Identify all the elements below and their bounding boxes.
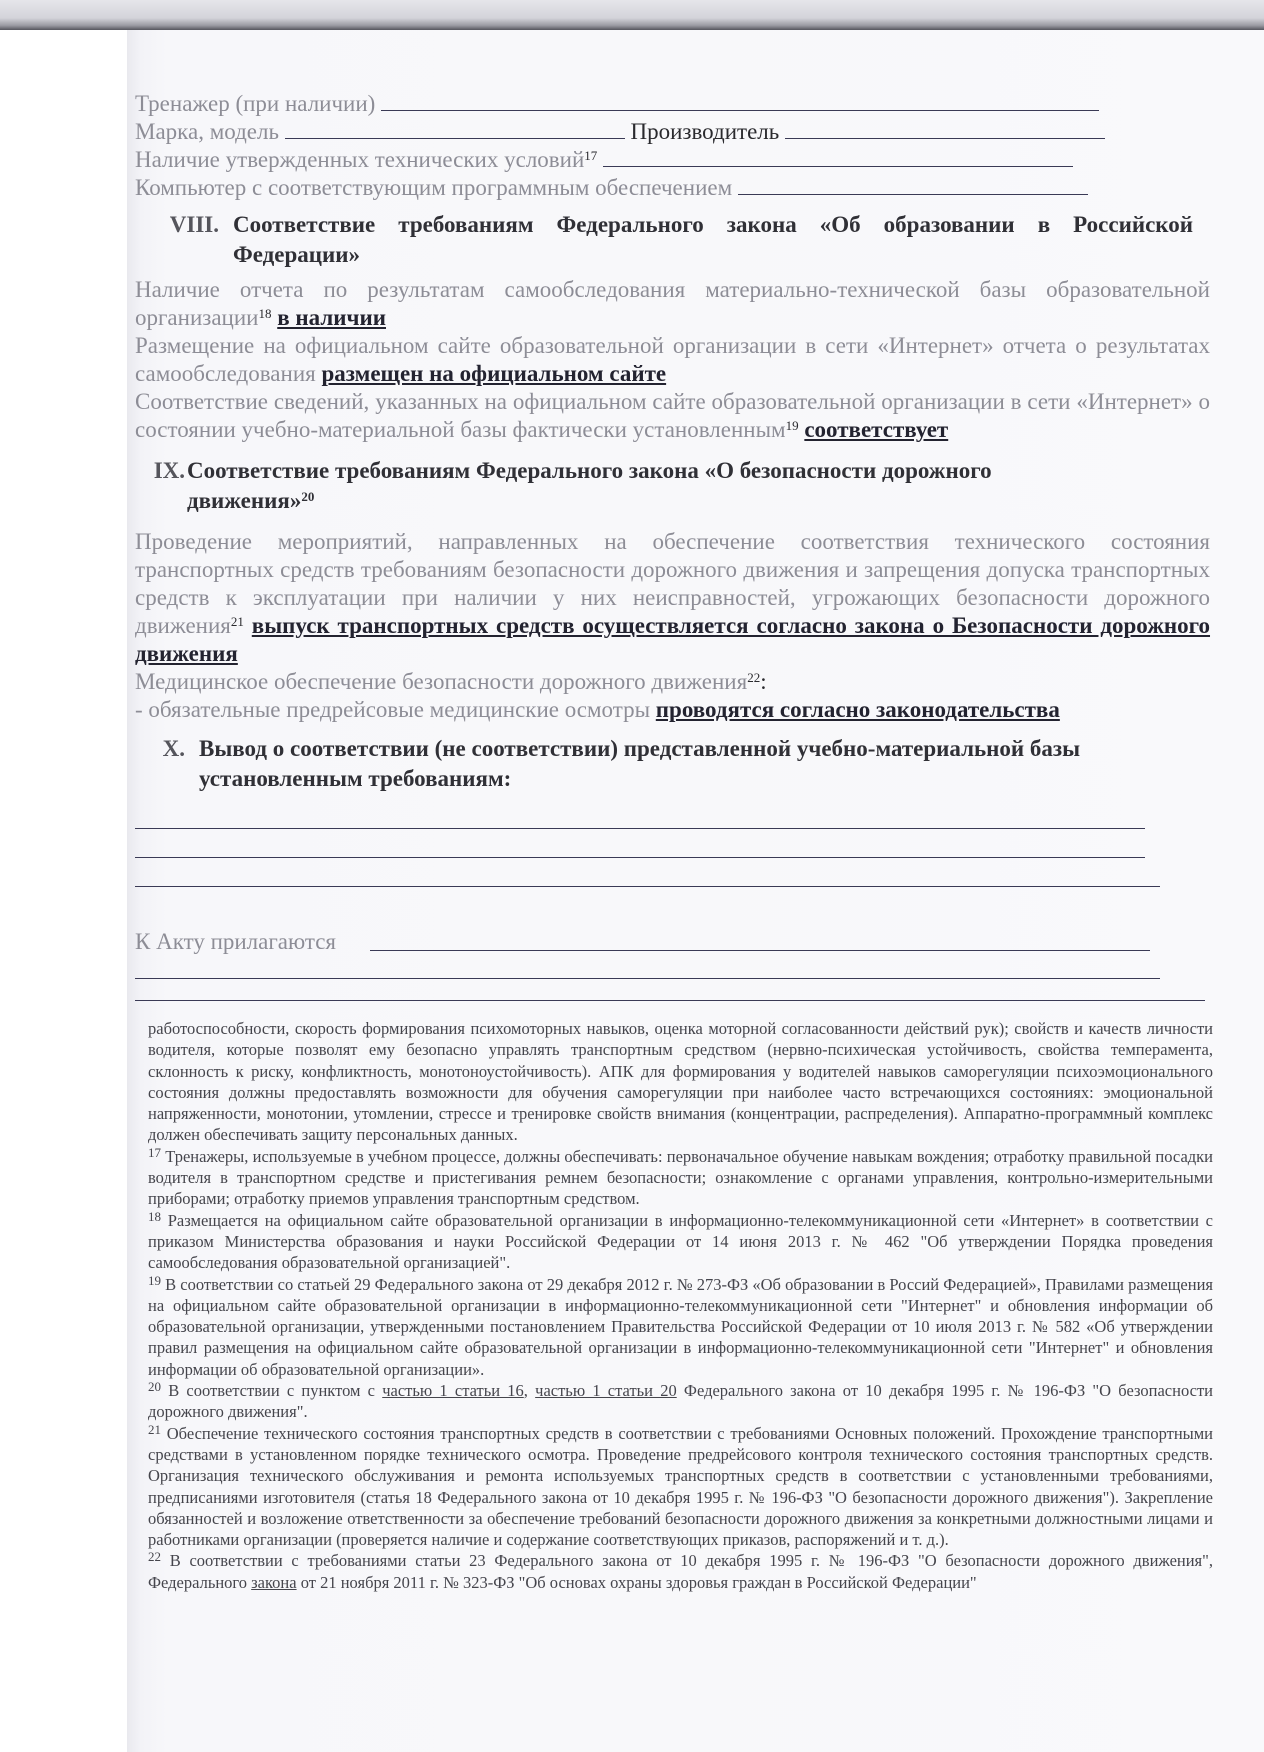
section-10-heading bbox=[135, 734, 1210, 794]
section-8-number: VIII. bbox=[169, 212, 219, 237]
checkups-value: проводятся согласно законодательства bbox=[655, 697, 1060, 722]
section-8-heading bbox=[135, 210, 1210, 270]
footnote-ref-20: 20 bbox=[301, 489, 315, 504]
footnote-ref-19: 19 bbox=[785, 418, 799, 433]
footnote-17-text: Тренажеры, используемые в учебном процессе, должны обеспечивать: первоначальное обучение навыкам вождения; отработку правильной посадки водителя в транспортном средстве и пристегивания ремнем безопасности; ознакомление с органами управления, контрольно-измерительными приборами; отработку приемов управления транспортным средством. bbox=[148, 1146, 1214, 1209]
footnote-ref-17: 17 bbox=[584, 148, 598, 163]
computer-row bbox=[135, 174, 1210, 202]
conclusion-line-3[interactable] bbox=[135, 886, 1160, 887]
medical-colon: : bbox=[760, 669, 767, 694]
footnote-20-text-b: , bbox=[523, 1381, 536, 1401]
measures-label: Проведение мероприятий, направленных на обеспечение соответствия технического состояния транспортных средств требованиям безопасности дорожного движения и запрещения допуска транспортных средств к эксплуатации при наличии у них неисправностей, угрожающих безопасности дорожного движения bbox=[135, 529, 1210, 638]
section-9-number: IX. bbox=[153, 458, 185, 483]
conclusion-line-2[interactable] bbox=[135, 857, 1145, 858]
footnote-19 bbox=[148, 1274, 1213, 1380]
footnote-22-text-a: В соответствии с требованиями статьи 23 Федерального закона от 10 декабря 1995 г. № 196-ФЗ "О безопасности дорожного движения", Федерального bbox=[148, 1551, 1214, 1592]
section-10-title: Вывод о соответствии (не соответствии) представленной учебно-материальной базы установленным требованиям: bbox=[199, 736, 1081, 791]
footnote-ref-22: 22 bbox=[747, 670, 761, 685]
checkups-row bbox=[135, 696, 1210, 724]
section-9-title: Соответствие требованиям Федерального закона «О безопасности дорожного движения» bbox=[187, 458, 992, 513]
footnote-20 bbox=[148, 1380, 1213, 1423]
footnote-17-mark: 17 bbox=[148, 1144, 161, 1160]
footnote-18-text: Размещается на официальном сайте образовательной организации в информационно-телекоммуникационной сети «Интернет» в соответствии с приказом Министерства образования и науки Российской Федерации от 14 июня 2013 г. № 462 "Об утверждении Порядка проведения самообследования образовательной организацией". bbox=[148, 1210, 1213, 1273]
footnote-20-text-a: В соответствии с пунктом с bbox=[168, 1381, 383, 1401]
footnote-19-mark: 19 bbox=[148, 1272, 161, 1288]
posting-value: размещен на официальном сайте bbox=[321, 361, 667, 386]
footnote-21-mark: 21 bbox=[148, 1421, 161, 1437]
conclusion-line-1[interactable] bbox=[135, 828, 1145, 829]
manufacturer-label: Производитель bbox=[630, 119, 780, 144]
document-body bbox=[135, 90, 1210, 794]
computer-input[interactable] bbox=[738, 178, 1088, 195]
conformity-value: соответствует bbox=[804, 417, 949, 442]
footnote-18-mark: 18 bbox=[148, 1208, 161, 1224]
measures-paragraph bbox=[135, 528, 1210, 668]
footnote-ref-18: 18 bbox=[258, 306, 272, 321]
attachments-line-1[interactable] bbox=[370, 950, 1150, 951]
footnote-22-mark: 22 bbox=[148, 1549, 161, 1565]
scan-top-edge bbox=[0, 0, 1264, 30]
footnotes bbox=[148, 1018, 1213, 1593]
brand-input[interactable] bbox=[285, 122, 625, 139]
tech-conditions-input[interactable] bbox=[603, 150, 1073, 167]
attachments-line-3[interactable] bbox=[135, 1000, 1205, 1001]
footnote-19-text: В соответствии со статьей 29 Федерального закона от 29 декабря 2012 г. № 273-ФЗ «Об образовании в Россий Федерацией», Правилами размещения на официальном сайте образовательной организации в информационно-телекоммуникационной сети "Интернет" и обновления информации об образовательной организации, утвержденными постановлением Правительства Российской Федерации от 10 июля 2013 г. № 582 «Об утверждении правил размещения на официальном сайте образовательной организации в информационно-телекоммуникационной сети "Интернет" и обновления информации об образовательной организации». bbox=[148, 1274, 1213, 1379]
posting-label: Размещение на официальном сайте образовательной организации в сети «Интернет» отчета о результатах самообследования bbox=[135, 333, 1210, 386]
posting-paragraph bbox=[135, 332, 1210, 388]
footnote-ref-21: 21 bbox=[230, 614, 244, 629]
tech-conditions-label: Наличие утвержденных технических условий bbox=[135, 147, 585, 172]
footnote-22-link[interactable]: закона bbox=[251, 1572, 297, 1592]
footnote-continuation: работоспособности, скорость формирования психомоторных навыков, оценка моторной согласованности действий рук); свойств и качеств личности водителя, которые позволят ему безопасно управлять транспортным средством (нервно-психическая устойчивость, свойства темперамента, склонность к риску, конфликтность, монотоноустойчивость). АПК для формирования у водителей навыков саморегуляции психоэмоционального состояния должны предоставлять возможности для обучения саморегуляции при наиболее часто встречающихся состояниях: эмоциональной напряженности, монотонии, утомлении, стрессе и тренировке свойств внимания (концентрации, распределения). Аппаратно-программный комплекс должен обеспечивать защиту персональных данных. bbox=[148, 1019, 1213, 1145]
section-8-title: Соответствие требованиям Федерального закона «Об образовании в Российской Федерации» bbox=[233, 212, 1193, 267]
computer-label: Компьютер с соответствующим программным обеспечением bbox=[135, 175, 733, 200]
attachments-label: К Акту прилагаются bbox=[135, 929, 337, 954]
report-value: в наличии bbox=[277, 305, 386, 330]
medical-label: Медицинское обеспечение безопасности дорожного движения bbox=[135, 669, 748, 694]
measures-value: выпуск транспортных средств осуществляется согласно закона о Безопасности дорожного движения bbox=[135, 613, 1211, 666]
footnote-18 bbox=[148, 1210, 1213, 1274]
report-paragraph bbox=[135, 276, 1210, 332]
footnote-20-mark: 20 bbox=[148, 1379, 161, 1395]
footnote-22-text-b: от 21 ноября 2011 г. № 323-ФЗ "Об основах охраны здоровья граждан в Российской Федерации" bbox=[296, 1572, 977, 1592]
scan-left-margin bbox=[0, 30, 125, 1752]
trainer-label: Тренажер (при наличии) bbox=[135, 91, 376, 116]
brand-label: Марка, модель bbox=[135, 119, 279, 144]
brand-row bbox=[135, 118, 1210, 146]
footnote-20-link-2[interactable]: частью 1 статьи 20 bbox=[535, 1381, 677, 1401]
footnote-22 bbox=[148, 1550, 1213, 1593]
footnote-20-text-c: Федерального закона от 10 декабря 1995 г. № 196-ФЗ "О безопасности дорожного движения". bbox=[148, 1381, 1213, 1422]
section-10-number: X. bbox=[162, 736, 185, 761]
section-9-heading bbox=[135, 456, 1210, 516]
medical-row bbox=[135, 668, 1210, 696]
tech-conditions-row bbox=[135, 146, 1210, 174]
conformity-paragraph bbox=[135, 388, 1210, 444]
report-label: Наличие отчета по результатам самообследования материально-технической базы образовательной организации bbox=[135, 277, 1210, 330]
trainer-row bbox=[135, 90, 1210, 118]
manufacturer-input[interactable] bbox=[785, 122, 1105, 139]
footnote-21-text: Обеспечение технического состояния транспортных средств в соответствии с требованиями Основных положений. Прохождение транспортными средствами в установленном порядке технического осмотра. Проведение предрейсового контроля технического состояния транспортных средств. Организация технического обслуживания и ремонта используемых транспортных средств в соответствии с установленными требованиями, предписаниями изготовителя (статья 18 Федерального закона от 10 декабря 1995 г. № 196-ФЗ "О безопасности дорожного движения"). Закрепление обязанностей и возложение ответственности за обеспечение требований безопасности дорожного движения за конкретными должностными лицами и работниками организации (проверяется наличие и содержание соответствующих приказов, распоряжений и т. д.). bbox=[148, 1423, 1214, 1550]
footnote-21 bbox=[148, 1423, 1213, 1551]
checkups-label: - обязательные предрейсовые медицинские осмотры bbox=[135, 697, 651, 722]
attachments-line-2[interactable] bbox=[135, 978, 1160, 979]
footnote-20-link-1[interactable]: частью 1 статьи 16 bbox=[382, 1381, 524, 1401]
trainer-input[interactable] bbox=[381, 94, 1099, 111]
attachments-row bbox=[135, 928, 336, 956]
conformity-label: Соответствие сведений, указанных на официальном сайте образовательной организации в сети «Интернет» о состоянии учебно-материальной базы фактически установленным bbox=[135, 389, 1210, 442]
footnote-17 bbox=[148, 1146, 1213, 1210]
